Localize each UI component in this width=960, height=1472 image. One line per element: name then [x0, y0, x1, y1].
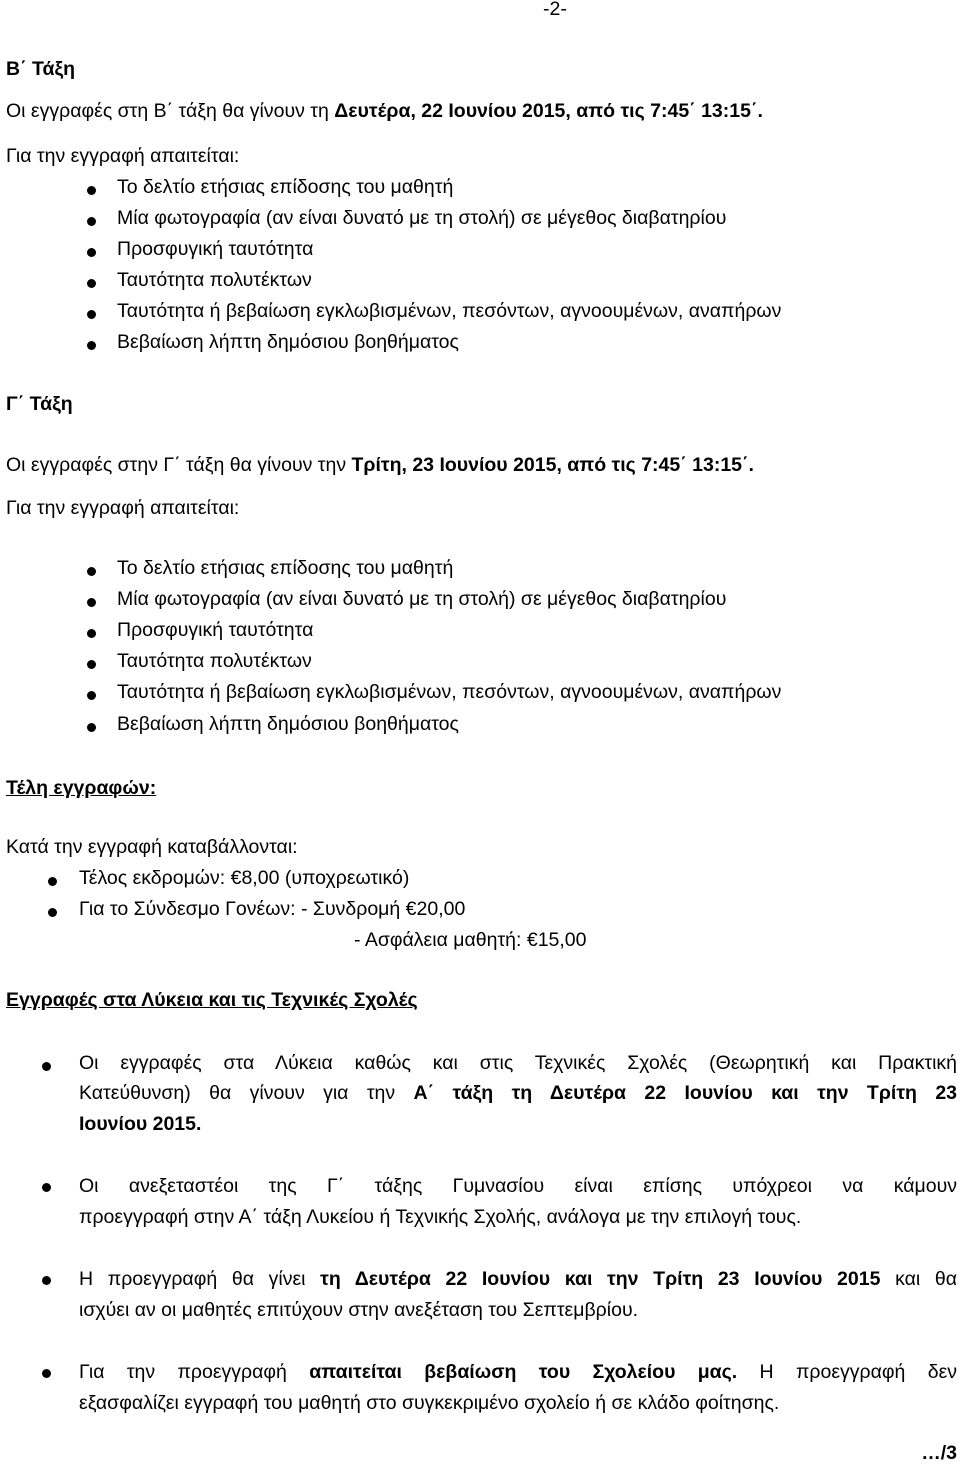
bullet-icon	[87, 341, 96, 350]
lyceum-p1-text: Κατεύθυνση) θα γίνουν για την	[79, 1082, 414, 1104]
lyceum-p4-text: Για την προεγγραφή	[79, 1361, 310, 1383]
section-b-heading: Β΄ Τάξη	[6, 58, 76, 80]
section-b-intro	[6, 96, 763, 127]
list-item: Βεβαίωση λήπτη δημόσιου βοηθήματος	[117, 331, 459, 353]
list-item: Μία φωτογραφία (αν είναι δυνατό με τη στολή) σε μέγεθος διαβατηρίου	[117, 207, 727, 229]
bullet-icon	[87, 310, 96, 319]
list-item: Βεβαίωση λήπτη δημόσιου βοηθήματος	[117, 713, 459, 735]
lyceum-p3-text-end: και θα	[880, 1268, 957, 1290]
bullet-icon	[87, 217, 96, 226]
list-item: Προσφυγική ταυτότητα	[117, 619, 314, 641]
section-c-heading: Γ΄ Τάξη	[6, 393, 73, 415]
section-c-intro-text: Οι εγγραφές στην Γ΄ τάξη θα γίνουν την	[6, 454, 352, 476]
page-number: -2-	[543, 0, 567, 20]
bullet-icon	[87, 598, 96, 607]
list-item: Ταυτότητα ή βεβαίωση εγκλωβισμένων, πεσόντων, αγνοουμένων, αναπήρων	[117, 300, 782, 322]
section-b-intro-text: Οι εγγραφές στη Β΄ τάξη θα γίνουν τη	[6, 100, 335, 122]
list-item: Το δελτίο ετήσιας επίδοσης του μαθητή	[117, 557, 454, 579]
section-c-requirements-heading: Για την εγγραφή απαιτείται:	[6, 497, 240, 519]
bullet-icon	[87, 186, 96, 195]
fee-item-parents-association: Για το Σύνδεσμο Γονέων: - Συνδρομή €20,00	[79, 898, 466, 920]
bullet-icon	[87, 723, 96, 732]
fees-heading: Τέλη εγγραφών:	[6, 777, 157, 799]
lyceum-p4-emphasis: απαιτείται βεβαίωση του Σχολείου μας.	[309, 1361, 738, 1383]
section-b-requirements-heading: Για την εγγραφή απαιτείται:	[6, 145, 240, 167]
bullet-icon	[87, 629, 96, 638]
bullet-icon	[42, 1276, 51, 1285]
continuation-marker: …/3	[921, 1442, 957, 1464]
fees-intro: Κατά την εγγραφή καταβάλλονται:	[6, 836, 298, 858]
lyceum-p2-line2: προεγγραφή στην Α΄ τάξη Λυκείου ή Τεχνικής Σχολής, ανάλογα με την επιλογή τους.	[79, 1206, 802, 1228]
section-c-date: Τρίτη, 23 Ιουνίου 2015, από τις 7:45΄ 13:15΄.	[351, 454, 754, 476]
bullet-icon	[87, 691, 96, 700]
list-item: Το δελτίο ετήσιας επίδοσης του μαθητή	[117, 176, 454, 198]
list-item: Μία φωτογραφία (αν είναι δυνατό με τη στολή) σε μέγεθος διαβατηρίου	[117, 588, 727, 610]
bullet-icon	[48, 908, 57, 917]
lyceum-p3-text: Η προεγγραφή θα γίνει	[79, 1268, 321, 1290]
lyceum-p4-line1	[79, 1357, 957, 1388]
list-item: Προσφυγική ταυτότητα	[117, 238, 314, 260]
lyceum-p1-line1: Οι εγγραφές στα Λύκεια καθώς και στις Τεχνικές Σχολές (Θεωρητική και Πρακτική	[79, 1052, 957, 1074]
lyceum-p3-line2: ισχύει αν οι μαθητές επιτύχουν στην ανεξέταση του Σεπτεμβρίου.	[79, 1299, 639, 1321]
bullet-icon	[87, 279, 96, 288]
lyceum-p3-date: τη Δευτέρα 22 Ιουνίου και την Τρίτη 23 Ιουνίου 2015	[320, 1268, 881, 1290]
lyceum-p3-line1	[79, 1264, 957, 1295]
section-c-intro	[6, 450, 754, 481]
lyceum-p1-date: Α΄ τάξη τη Δευτέρα 22 Ιουνίου και την Τρίτη 23	[413, 1082, 958, 1104]
bullet-icon	[87, 248, 96, 257]
bullet-icon	[48, 877, 57, 886]
fee-item-insurance: - Ασφάλεια μαθητή: €15,00	[354, 929, 587, 951]
lyceum-p4-text-end: Η προεγγραφή δεν	[737, 1361, 958, 1383]
lyceum-heading: Εγγραφές στα Λύκεια και τις Τεχνικές Σχολές	[6, 989, 418, 1011]
section-b-date: Δευτέρα, 22 Ιουνίου 2015, από τις 7:45΄ 13:15΄.	[334, 100, 763, 122]
lyceum-p4-line2: εξασφαλίζει εγγραφή του μαθητή στο συγκεκριμένο σχολείο ή σε κλάδο φοίτησης.	[79, 1392, 780, 1414]
lyceum-p1-line2	[79, 1078, 957, 1109]
fee-item-trips: Τέλος εκδρομών: €8,00 (υποχρεωτικό)	[79, 867, 410, 889]
bullet-icon	[42, 1062, 51, 1071]
lyceum-p1-line3: Ιουνίου 2015.	[79, 1113, 202, 1135]
list-item: Ταυτότητα ή βεβαίωση εγκλωβισμένων, πεσόντων, αγνοουμένων, αναπήρων	[117, 681, 782, 703]
lyceum-p2-line1: Οι ανεξεταστέοι της Γ΄ τάξης Γυμνασίου είναι επίσης υπόχρεοι να κάμουν	[79, 1175, 957, 1197]
list-item: Ταυτότητα πολυτέκτων	[117, 269, 312, 291]
bullet-icon	[87, 660, 96, 669]
bullet-icon	[42, 1369, 51, 1378]
bullet-icon	[87, 567, 96, 576]
bullet-icon	[42, 1183, 51, 1192]
list-item: Ταυτότητα πολυτέκτων	[117, 650, 312, 672]
